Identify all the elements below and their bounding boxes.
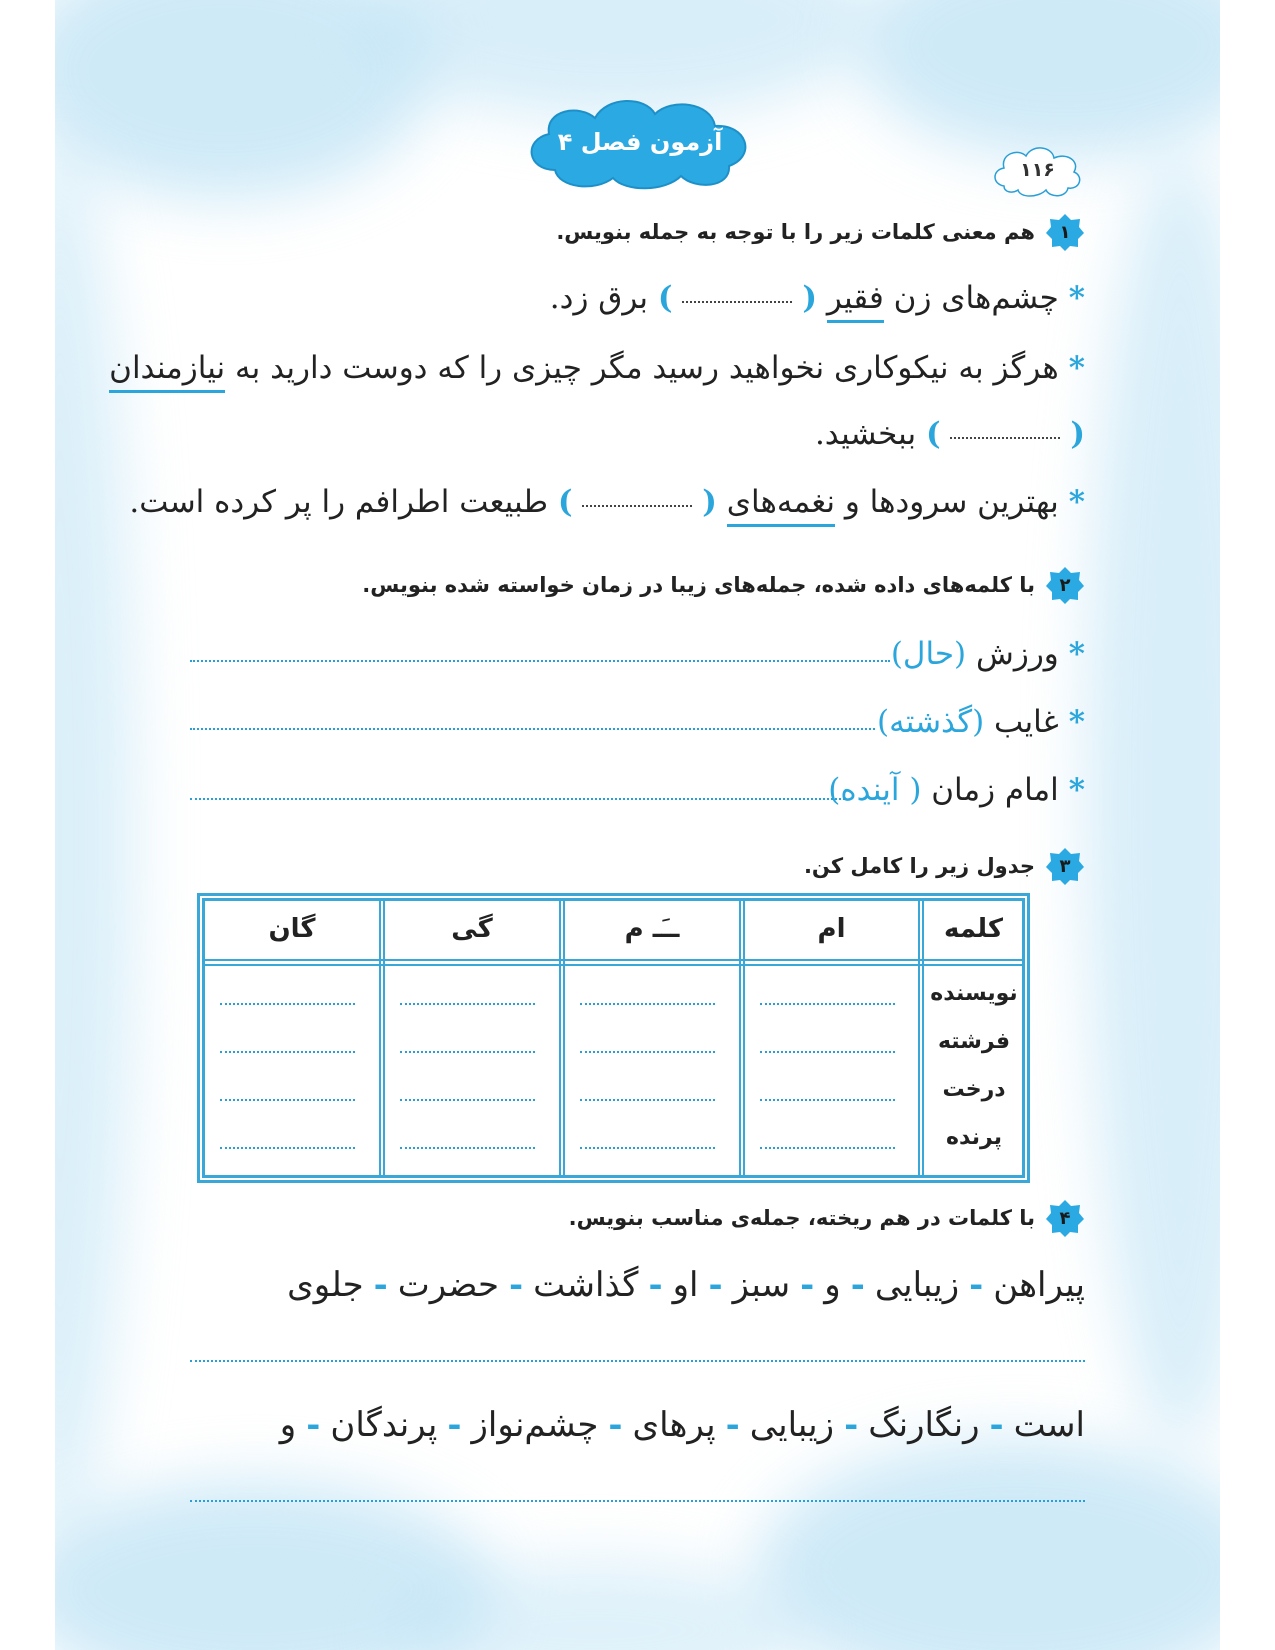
question-2-instruction: با کلمه‌های داده شده، جمله‌های زیبا در زمان خواسته شده بنویس. [362, 573, 1035, 597]
table-cell-blank[interactable] [400, 1003, 535, 1005]
question-1-instruction: هم معنی کلمات زیر را با توجه به جمله بنویس. [556, 220, 1035, 244]
chapter-title: آزمون فصل ۴ [557, 128, 723, 156]
page-number-cloud [990, 140, 1085, 200]
q2-item-2: *غایب (گذشته) [877, 704, 1085, 740]
table-cell-blank[interactable] [580, 1147, 715, 1149]
q1-line-4: *بهترین سرودها و نغمه‌های ( ) طبیعت اطرافم را پر کرده است. [129, 484, 1085, 520]
q4-answer-line-2[interactable] [190, 1500, 1085, 1502]
question-1-badge: ۱ [1045, 212, 1085, 252]
table-cell-blank[interactable] [400, 1051, 535, 1053]
table-cell-blank[interactable] [400, 1099, 535, 1101]
asterisk-icon: * [1068, 484, 1085, 520]
question-1-header [556, 212, 1085, 252]
table-header-am: ام [817, 914, 846, 944]
table-cell-blank[interactable] [760, 1099, 895, 1101]
table-word-1: نویسنده [930, 981, 1018, 1006]
q1-line-3: ( ) ببخشید. [814, 416, 1085, 452]
table-cell-blank[interactable] [220, 1051, 355, 1053]
question-3-header [804, 846, 1085, 886]
table-cell-blank[interactable] [760, 1003, 895, 1005]
table-cell-blank[interactable] [580, 1003, 715, 1005]
suffix-table [197, 893, 1030, 1183]
q2-answer-line-2[interactable] [190, 728, 875, 730]
table-cell-blank[interactable] [400, 1147, 535, 1149]
table-cell-blank[interactable] [760, 1147, 895, 1149]
question-4-instruction: با کلمات در هم ریخته، جمله‌ی مناسب بنویس. [568, 1206, 1035, 1230]
asterisk-icon: * [1068, 636, 1085, 672]
q1-line-2: *هرگز به نیکوکاری نخواهید رسید مگر چیزی را که دوست دارید به نیازمندان [109, 350, 1085, 386]
table-header-gi: گی [451, 914, 493, 944]
q4-answer-line-1[interactable] [190, 1360, 1085, 1362]
q2-item-1: *ورزش (حال) [890, 636, 1085, 672]
table-word-3: درخت [942, 1077, 1006, 1102]
question-4-badge: ۴ [1045, 1198, 1085, 1238]
table-header-word: کلمه [944, 914, 1003, 944]
asterisk-icon: * [1068, 280, 1085, 316]
table-cell-blank[interactable] [760, 1051, 895, 1053]
q1-line-1: *چشم‌های زن فقیر ( ) برق زد. [550, 280, 1085, 316]
table-cell-blank[interactable] [220, 1003, 355, 1005]
table-cell-blank[interactable] [220, 1099, 355, 1101]
question-3-badge: ۳ [1045, 846, 1085, 886]
q2-answer-line-3[interactable] [190, 798, 845, 800]
table-cell-blank[interactable] [220, 1147, 355, 1149]
question-3-instruction: جدول زیر را کامل کن. [803, 854, 1035, 878]
table-header-m: ــَـ م [624, 914, 680, 944]
shuffled-words-1: پیراهن-زیبایی-و-سبز-او-گذاشت-حضرت-جلوی [287, 1265, 1085, 1305]
question-2-header [362, 565, 1085, 605]
table-header-gan: گان [268, 914, 316, 944]
question-4-header [569, 1198, 1085, 1238]
asterisk-icon: * [1068, 704, 1085, 740]
table-cell-blank[interactable] [580, 1051, 715, 1053]
table-header-divider [205, 959, 1022, 966]
table-word-2: فرشته [937, 1029, 1011, 1054]
q2-answer-line-1[interactable] [190, 660, 890, 662]
table-cell-blank[interactable] [580, 1099, 715, 1101]
q2-item-3: *امام زمان ( آینده) [828, 772, 1085, 808]
question-2-badge: ۲ [1045, 565, 1085, 605]
chapter-title-cloud [515, 92, 765, 192]
asterisk-icon: * [1068, 350, 1085, 386]
page-number: ۱۱۶ [1020, 159, 1055, 181]
asterisk-icon: * [1068, 772, 1085, 808]
table-word-4: پرنده [946, 1125, 1002, 1150]
shuffled-words-2: است-رنگارنگ-زیبایی-پرهای-چشم‌نواز-پرندگان-و [279, 1405, 1085, 1445]
